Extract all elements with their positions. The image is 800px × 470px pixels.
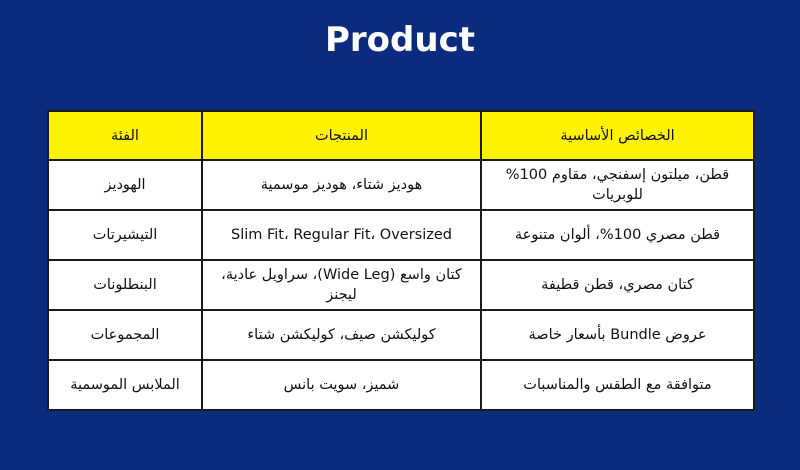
- cell-category: التيشيرتات: [48, 210, 202, 260]
- cell-category: المجموعات: [48, 310, 202, 360]
- table-row: [48, 160, 754, 210]
- table-row: [48, 260, 754, 310]
- cell-features: عروض Bundle بأسعار خاصة: [481, 310, 754, 360]
- cell-products: شميز، سويت بانس: [202, 360, 481, 410]
- cell-features: كتان مصري، قطن قطيفة: [481, 260, 754, 310]
- header-products: المنتجات: [202, 111, 481, 160]
- table-row: [48, 360, 754, 410]
- page-title: Product: [325, 20, 475, 60]
- cell-category: البنطلونات: [48, 260, 202, 310]
- cell-category: الهوديز: [48, 160, 202, 210]
- cell-features: متوافقة مع الطقس والمناسبات: [481, 360, 754, 410]
- cell-features: قطن، ميلتون إسفنجي، مقاوم 100% للوبريات: [481, 160, 754, 210]
- header-features: الخصائص الأساسية: [481, 111, 754, 160]
- table-row: [48, 310, 754, 360]
- table-header-row: [48, 111, 754, 160]
- product-table: [47, 110, 755, 411]
- header-category: الفئة: [48, 111, 202, 160]
- cell-products: Slim Fit، Regular Fit، Oversized: [202, 210, 481, 260]
- cell-category: الملابس الموسمية: [48, 360, 202, 410]
- cell-products: كوليكشن صيف، كوليكشن شتاء: [202, 310, 481, 360]
- cell-products: كتان واسع (Wide Leg)، سراويل عادية، ليجنز: [202, 260, 481, 310]
- cell-features: قطن مصري 100%، ألوان متنوعة: [481, 210, 754, 260]
- table-row: [48, 210, 754, 260]
- cell-products: هوديز شتاء، هوديز موسمية: [202, 160, 481, 210]
